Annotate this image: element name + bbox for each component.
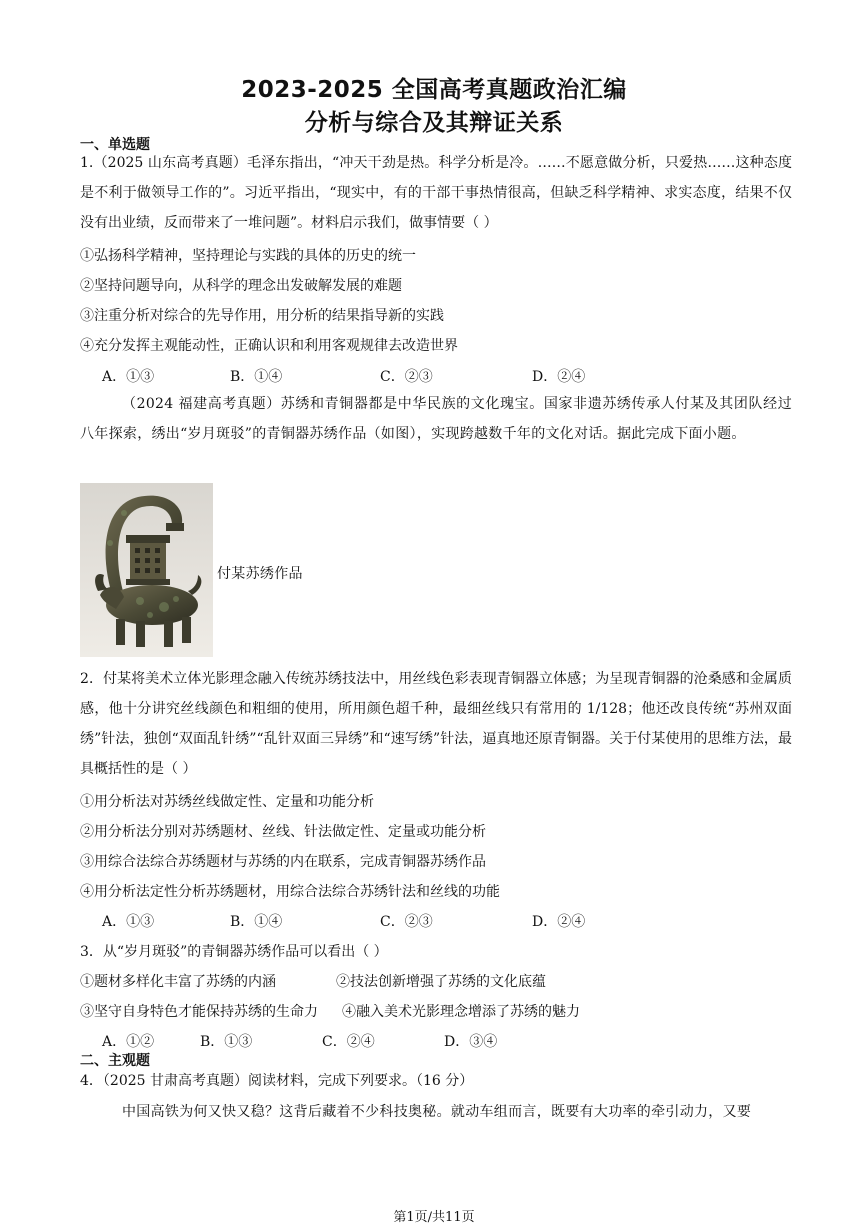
question-2-statement-2: ②用分析法分别对苏绣题材、丝线、针法做定性、定量或功能分析 xyxy=(80,824,486,840)
question-2-statement-3: ③用综合法综合苏绣题材与苏绣的内在联系，完成青铜器苏绣作品 xyxy=(80,854,486,870)
option-c: C．②③ xyxy=(380,914,433,930)
question-3-options xyxy=(102,1031,497,1051)
question-3-statement-3: ③坚守自身特色才能保持苏绣的生命力 xyxy=(80,1004,318,1020)
question-1-statement-2: ②坚持问题导向，从科学的理念出发破解发展的难题 xyxy=(80,278,402,294)
option-b: B．①④ xyxy=(230,369,283,385)
question-1-options xyxy=(102,366,585,386)
question-4-stem: 4．（2025 甘肃高考真题）阅读材料，完成下列要求。（16 分） xyxy=(80,1073,474,1089)
page-number: 第1页/共11页 xyxy=(393,1210,475,1225)
question-4-material: 中国高铁为何又快又稳？这背后藏着不少科技奥秘。就动车组而言，既要有大功率的牵引动力，又要 xyxy=(122,1104,752,1120)
option-b: B．①④ xyxy=(230,914,283,930)
bronze-embroidery-image xyxy=(80,483,213,657)
option-b: B．①③ xyxy=(200,1034,253,1050)
option-c: C．②③ xyxy=(380,369,433,385)
question-2-options xyxy=(102,911,585,931)
section-heading-single-choice: 一、单选题 xyxy=(80,137,150,153)
question-1-stem: 1.（2025 山东高考真题）毛泽东指出，“冲天干劲是热。科学分析是冷。……不愿意做分析，只爱热……这种态度是不利于做领导工作的”。习近平指出，“现实中，有的干部干事热情很高，但缺乏科学精神、求实态度，结果不仅没有出业绩，反而带来了一堆问题”。材料启示我们，做事情要（ ） xyxy=(80,155,792,231)
document-subtitle: 分析与综合及其辩证关系 xyxy=(304,110,564,136)
option-a: A．①③ xyxy=(102,369,155,385)
question-3-statement-2: ②技法创新增强了苏绣的文化底蕴 xyxy=(336,974,546,990)
option-d: D．②④ xyxy=(532,369,586,385)
section-heading-subjective: 二、主观题 xyxy=(80,1053,150,1069)
question-1-statement-3: ③注重分析对综合的先导作用，用分析的结果指导新的实践 xyxy=(80,308,444,324)
question-3-statement-4: ④融入美术光影理念增添了苏绣的魅力 xyxy=(342,1004,580,1020)
question-2-statement-1: ①用分析法对苏绣丝线做定性、定量和功能分析 xyxy=(80,794,374,810)
question-3-statement-1: ①题材多样化丰富了苏绣的内涵 xyxy=(80,974,276,990)
option-c: C．②④ xyxy=(322,1034,375,1050)
option-a: A．①② xyxy=(102,1034,155,1050)
question-1-statement-1: ①弘扬科学精神，坚持理论与实践的具体的历史的统一 xyxy=(80,248,416,264)
question-2-stem: 2．付某将美术立体光影理念融入传统苏绣技法中，用丝线色彩表现青铜器立体感；为呈现青铜器的沧桑感和金属质感，他十分讲究丝线颜色和粗细的使用，所用颜色超千种，最细丝线只有常用的 1/128；他还改良传统“苏州双面绣”针法，独创“双面乱针绣”“乱针双面三异绣”和“速写绣”针法，逼真地还原青铜器。关于付某使用的思维方法，最具概括性的是（ ） xyxy=(80,671,792,777)
question-2-statement-4: ④用分析法定性分析苏绣题材，用综合法综合苏绣针法和丝线的功能 xyxy=(80,884,500,900)
option-d: D．③④ xyxy=(444,1034,498,1050)
question-3-stem: 3．从“岁月斑驳”的青铜器苏绣作品可以看出（ ） xyxy=(80,944,388,960)
question-3-statements-row-2 xyxy=(80,1001,580,1021)
option-a: A．①③ xyxy=(102,914,155,930)
option-d: D．②④ xyxy=(532,914,586,930)
question-3-statements-row-1 xyxy=(80,971,546,991)
question-1-statement-4: ④充分发挥主观能动性，正确认识和利用客观规律去改造世界 xyxy=(80,338,458,354)
question-group-intro: （2024 福建高考真题）苏绣和青铜器都是中华民族的文化瑰宝。国家非遗苏绣传承人付某及其团队经过八年探索，绣出“岁月斑驳”的青铜器苏绣作品（如图），实现跨越数千年的文化对话。据此完成下面小题。 xyxy=(80,396,792,442)
document-title: 2023-2025 全国高考真题政治汇编 xyxy=(241,77,627,103)
figure-caption: 付某苏绣作品 xyxy=(217,566,303,582)
